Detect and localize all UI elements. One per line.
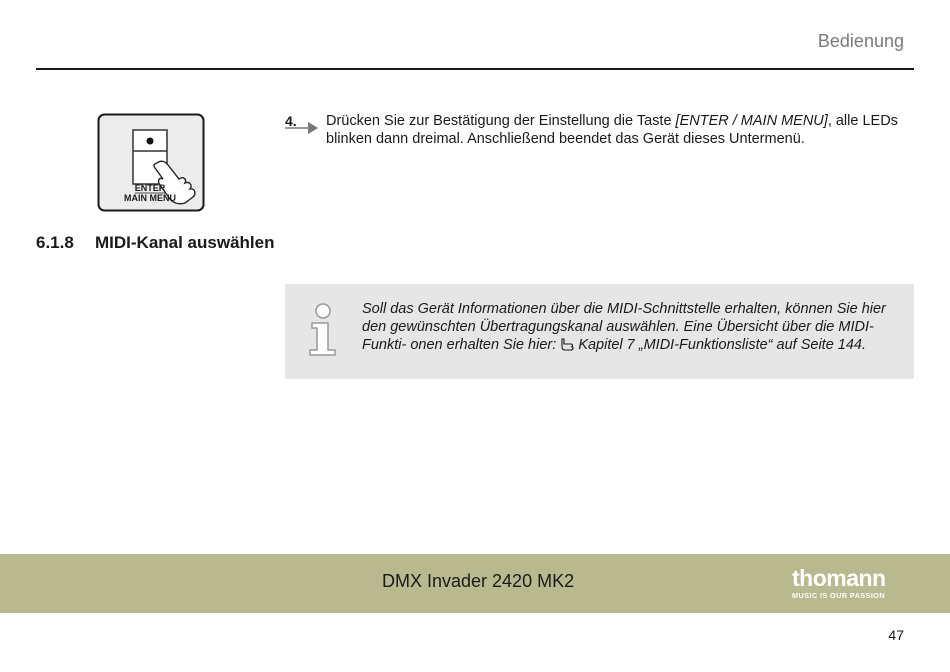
header-divider <box>36 68 914 70</box>
step-text-before: Drücken Sie zur Bestätigung der Einstellung die Taste <box>326 113 676 129</box>
step-text-after: , alle LEDs blinken dann dreimal. Anschließend beendet das Gerät dieses Untermenü. <box>326 113 898 147</box>
info-body: Soll das Gerät Informationen über die MIDI-Schnittstelle erhalten, können Sie hier den gewünschten Übertragungskanal auswählen. Eine Übersicht über die MIDI-Funkti- onen erhalten Sie hier: <box>362 301 886 353</box>
info-box <box>285 284 914 379</box>
key-label-main-menu: MAIN MENU <box>124 193 176 203</box>
section-title: MIDI-Kanal auswählen <box>95 233 275 252</box>
section-number: 6.1.8 <box>36 233 74 252</box>
enter-key-illustration <box>97 113 205 213</box>
brand-name: thomann <box>792 565 886 591</box>
pointing-hand-icon <box>560 338 574 351</box>
brand-tagline: MUSIC IS OUR PASSION <box>792 591 886 600</box>
brand-logo <box>792 567 906 600</box>
key-label-enter: ENTER <box>134 183 166 193</box>
footer-band <box>0 554 950 613</box>
info-text <box>362 300 907 354</box>
section-heading <box>36 233 274 253</box>
step-text <box>326 112 905 148</box>
footer-product-name: DMX Invader 2420 MK2 <box>382 571 575 591</box>
step-arrow-icon <box>285 122 319 134</box>
step-number: 4. <box>285 113 297 129</box>
instruction-step <box>285 112 905 148</box>
info-icon <box>307 302 337 356</box>
page-number: 47 <box>888 627 904 643</box>
step-key-name: [ENTER / MAIN MENU] <box>675 113 828 129</box>
header-title: Bedienung <box>817 31 904 51</box>
info-link[interactable]: Kapitel 7 „MIDI-Funktionsliste“ auf Seite 144. <box>578 337 867 353</box>
